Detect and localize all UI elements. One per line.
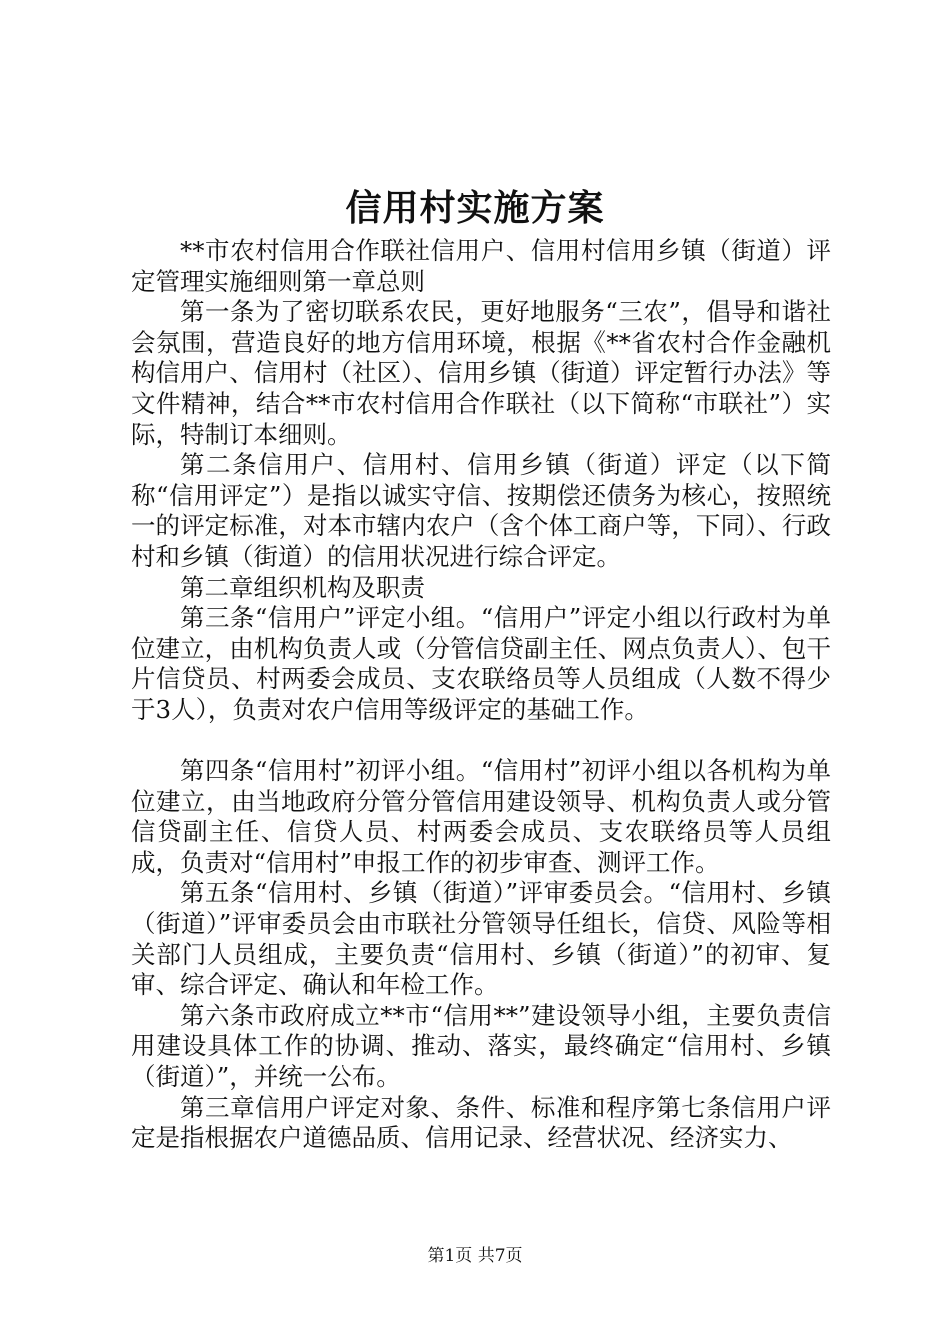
document-body: [131, 236, 831, 1154]
chapter-heading-2: 第二章组织机构及职责: [180, 572, 425, 602]
page-footer: 第1页 共7页: [427, 1246, 523, 1266]
paragraph-article-5: 第五条“信用村、乡镇（街道）”评审委员会。“信用村、乡镇（街道）”评审委员会由市联社分管领导任组长，信贷、风险等相关部门人员组成，主要负责“信用村、乡镇（街道）”的初审、复审、综合评定、确认和年检工作。: [131, 878, 831, 1000]
paragraph-article-4: 第四条“信用村”初评小组。“信用村”初评小组以各机构为单位建立，由当地政府分管分管信用建设领导、机构负责人或分管信贷副主任、信贷人员、村两委会成员、支农联络员等人员组成，负责对“信用村”申报工作的初步审查、测评工作。: [131, 756, 831, 877]
paragraph-intro: **市农村信用合作联社信用户、信用村信用乡镇（街道）评定管理实施细则第一章总则: [131, 236, 831, 296]
document-title: 信用村实施方案: [345, 187, 605, 229]
chapter-heading-3: 第三章信用户评定对象、条件、标准和程序第七条信用户评定是指根据农户道德品质、信用记录、经营状况、经济实力、: [131, 1092, 831, 1153]
paragraph-article-2: 第二条信用户、信用村、信用乡镇（街道）评定（以下简称“信用评定”）是指以诚实守信、按期偿还债务为核心，按照统一的评定标准，对本市辖内农户（含个体工商户等，下同）、行政村和乡镇（街道）的信用状况进行综合评定。: [131, 450, 831, 571]
paragraph-article-6: 第六条市政府成立**市“信用**”建设领导小组，主要负责信用建设具体工作的协调、推动、落实，最终确定“信用村、乡镇（街道）”，并统一公布。: [131, 1000, 831, 1092]
paragraph-article-3: 第三条“信用户”评定小组。“信用户”评定小组以行政村为单位建立，由机构负责人或（分管信贷副主任、网点负责人）、包干片信贷员、村两委会成员、支农联络员等人员组成（人数不得少于3人），负责对农户信用等级评定的基础工作。: [131, 603, 831, 724]
paragraph-article-1: 第一条为了密切联系农民，更好地服务“三农”，倡导和谐社会氛围，营造良好的地方信用环境，根据《**省农村合作金融机构信用户、信用村（社区）、信用乡镇（街道）评定暂行办法》等文件精神，结合**市农村信用合作联社（以下简称“市联社”）实际，特制订本细则。: [131, 297, 831, 449]
